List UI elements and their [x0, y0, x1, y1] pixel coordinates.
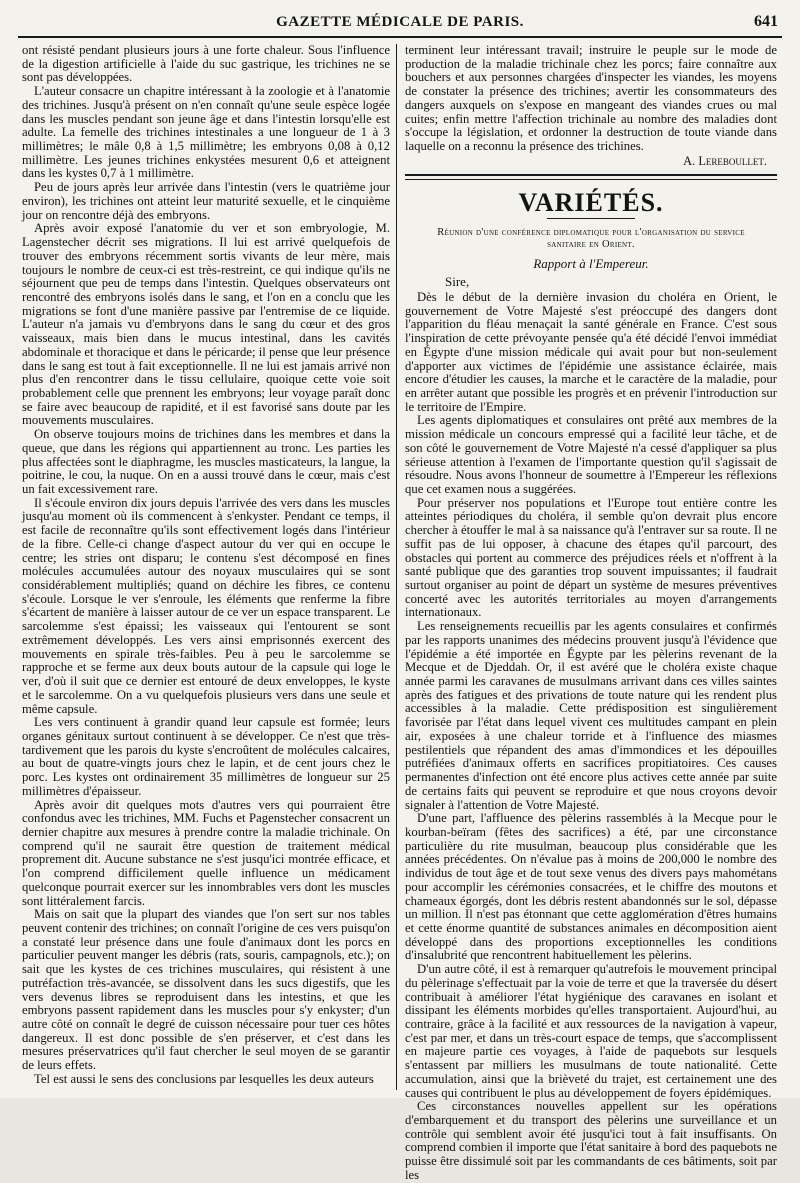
running-header	[18, 10, 782, 38]
right-column	[405, 43, 777, 1182]
signature-initial: A.	[683, 153, 696, 168]
section-title: VARIÉTÉS.	[518, 188, 664, 218]
report-title: Rapport à l'Empereur.	[533, 256, 649, 272]
journal-title: GAZETTE MÉDICALE DE PARIS.	[276, 14, 524, 30]
left-column	[22, 44, 390, 1092]
title-rule	[547, 218, 635, 219]
signature-name: Lereboullet.	[698, 153, 767, 168]
column-divider	[396, 44, 397, 1090]
page-number: 641	[754, 13, 778, 30]
article-paragraph: Mais on sait que la plupart des viandes que l'on sert sur nos tables peuvent contenir des trichines; on connaît l'origine de ces vers puisqu'on a constaté leur présence dans une foule d'animaux dont les porcs en particulier peuvent manger les débris (rats, souris, campagnols, etc.); on sait que les kystes de ces trichines musculaires, qui résistent à une putréfaction très-avancée, se dissolvent dans les sucs digestifs, que les vers devenus libres se reproduisent dans les intestins, et que les embryons passent rapidement dans les muscles pour s'y enkyster; d'un autre côté on connaît le degré de cuisson nécessaire pour tuer ces hôtes dangereux. Il est donc possible de s'en préserver, et c'est dans les mesures préservatrices qu'il faut chercher le seul moyen de se garantir de leurs effets.	[22, 907, 390, 1073]
article-paragraph: Ces circonstances nouvelles appellent sur les opérations d'embarquement et du transport des pèlerins une surveillance et un contrôle qui semblent avoir été jusqu'ici tout à fait insuffisants. On comprend combien il importe que l'état sanitaire à bord des paquebots ne puisse être dissimulé soit par les commandants de ces bâtiments, soit par les	[405, 1099, 777, 1182]
article-paragraph: Les agents diplomatiques et consulaires ont prêté aux membres de la mission médicale un concours empressé qui a facilité leur tâche, et de son côté le gouvernement de Votre Majesté n'a cessé d'appliquer sa plus sérieuse attention à l'examen de l'importante question qu'il s'agissait de résoudre. Nous avons l'honneur de soumettre à l'Empereur les réflexions que cet examen nous a suggérées.	[405, 413, 777, 496]
article-paragraph: Dès le début de la dernière invasion du choléra en Orient, le gouvernement de Votre Majesté s'est préoccupé des dangers dont l'apparition du fléau menaçait la santé générale en France. C'est sous l'inspiration de cette prévoyante pensée qu'a été décidé l'envoi immédiat en Égypte d'une mission médicale qui avait pour but non-seulement d'apporter aux victimes de l'épidémie une assistance éclairée, mais encore d'étudier les causes, la marche et le caractère de la maladie, pour en arrêter autant que possible les progrès et en prévenir l'introduction sur le territoire de l'Empire.	[405, 289, 777, 414]
article-paragraph: D'un autre côté, il est à remarquer qu'autrefois le mouvement principal du pèlerinage s'effectuait par la voie de terre et que la traversée du désert contribuait à améliorer l'état hygiénique des caravanes en isolant et dissipant les éléments morbides qu'elles transportaient. Aujourd'hui, au contraire, grâce à la facilité et aux ressources de la navigation à vapeur, c'est par mer, et dans un très-court espace de temps, que s'accomplissent en majeure partie ces voyages, à l'aide de paquebots sur lesquels s'entassent par milliers les musulmans de toute nationalité. Cette accumulation, ainsi que la brièveté du trajet, est certainement une des causes qui contribuent le plus au développement de foyers épidémiques.	[405, 962, 777, 1100]
article-paragraph: On observe toujours moins de trichines dans les membres et dans la queue, que dans les régions qui appartiennent au tronc. Les parties les plus affectées sont le diaphragme, les muscles masticateurs, la langue, la poitrine, le cou, la nuque. On en a aussi trouvé dans le cœur, mais c'est un fait excessivement rare.	[22, 427, 390, 496]
section-separator	[405, 174, 777, 180]
article-paragraph: Pour préserver nos populations et l'Europe tout entière contre les atteintes périodiques du choléra, il semble qu'on devrait plus encore chercher à étouffer le mal à sa naissance qu'à l'entraver sur sa route. Il ne suffit pas de lui opposer, à chacune des étapes qu'il parcourt, des obstacles qui portent au commerce des préjudices réels et n'offrent à la santé publique que des garanties trop souvent impuissantes; il faudrait surtout organiser au point de départ un système de mesures préventives concerté avec les autorités territoriales au moyen d'arrangements internationaux.	[405, 495, 777, 620]
article-paragraph: Après avoir exposé l'anatomie du ver et son embryologie, M. Lagenstecher décrit ses migrations. Il lui est arrivé quelquefois de trouver des embryons récemment sortis vivants de leur mère, mais toujours le nombre de ceux-ci est très-restreint, ce qui indique qu'ils ne séjournent que peu de temps dans l'intestin. Quelques observateurs ont rencontré des embryons isolés dans le sang, et l'on en a conclu que les migrations se font d'une manière passive par l'entremise de ce liquide. L'auteur n'a jamais vu d'embryons dans le sang du cœur et des gros vaisseaux, mais bien dans le mucus intestinal, dans les cavités abdominale et thoracique et dans le péricarde; il pense que leur présence dans le sang est tout à fait exceptionnelle. Il ne lui est jamais arrivé non plus d'en rencontrer dans le tissu cellulaire, quoique cette voie soit probablement celle que prennent les embryons; leur voyage paraît donc se faire avec beaucoup de rapidité, et il est favorisé sans doute par les mouvements musculaires.	[22, 221, 390, 428]
article-paragraph: Il s'écoule environ dix jours depuis l'arrivée des vers dans les muscles jusqu'au moment où ils commencent à s'enkyster. Pendant ce temps, il est facile de reconnaître qu'ils sont effectivement logés dans l'intérieur de la fibre. Celle-ci change d'aspect autour du ver qui en occupe le centre; les stries ont disparu; le contenu s'est décomposé en fines molécules accumulées autour des noyaux musculaires qui se sont considérablement multipliés; quand on déchire les fibres, ce contenu s'écoule. Lorsque le ver s'enroule, les éléments que renferme la fibre s'écartent de manière à laisser autour de ce ver un espace transparent. Le sarcolemme s'est épaissi; les vaisseaux qui l'entourent se sont extrêmement développés. Les vers ainsi emprisonnés exercent des mouvements en spirale très-faibles. Peu à peu le sarcolemme se rapproche et se ferme aux deux bouts autour de la capsule qui loge le ver, d'où il suit que ce dernier est entouré de deux enveloppes, le kyste et le sarcolemme. On a vu quelquefois plusieurs vers dans une seule et même capsule.	[22, 495, 390, 716]
article-paragraph: Tel est aussi le sens des conclusions par lesquelles les deux auteurs	[34, 1071, 374, 1086]
article-paragraph: Peu de jours après leur arrivée dans l'intestin (vers le quatrième jour environ), les trichines ont atteint leur maturité sexuelle, et le cinquième jour on rencontre déjà des embryons.	[22, 180, 390, 222]
article-paragraph: D'une part, l'affluence des pèlerins rassemblés à la Mecque pour le kourban-beïram (fêtes des sacrifices) a été, par une circonstance particulière du rite musulman, beaucoup plus considérable que les années précédentes. On n'évalue pas à moins de 200,000 le nombre des individus de tout âge et de tout sexe venus des divers pays mahométans pour accomplir les cérémonies consacrées, et le chiffre des moutons et chameaux égorgés, dont les débris restent abandonnés sur le sol, dépasse un million. Il n'est pas étonnant que cette agglomération d'êtres humains et cette énorme quantité de substances animales en décomposition aient développé dans des proportions exceptionnelles les conditions d'insalubrité que rencontrent habituellement les pèlerins.	[405, 811, 777, 963]
author-signature	[405, 155, 767, 169]
article-subheading: Réunion d'une conférence diplomatique pour l'organisation du service sanitaire en Orient.	[437, 227, 745, 251]
article-paragraph: ont résisté pendant plusieurs jours à une forte chaleur. Sous l'influence de la digestion artificielle à l'aide du suc gastrique, les trichines ne se sont pas développées.	[22, 43, 390, 85]
article-paragraph: Après avoir dit quelques mots d'autres vers qui pourraient être confondus avec les trichines, MM. Fuchs et Pagenstecher consacrent un dernier chapitre aux mesures à prendre contre la maladie trichinale. On comprend qu'il ne saurait être question de traitement médical proprement dit. Aucune substance ne s'est jusqu'ici montrée efficace, et l'on comprend difficilement quelle influence un médicament quelconque pourrait exercer sur les innombrables vers dont les muscles sont littéralement farcis.	[22, 797, 390, 908]
article-continuation: terminent leur intéressant travail; instruire le peuple sur le mode de production de la maladie trichinale chez les porcs; faire connaître aux bouchers et aux personnes chargées d'inspecter les viandes, les moyens de constater la présence des trichines; avertir les consommateurs des dangers auxquels on s'expose en mangeant des viandes crues ou mal cuites; enfin mettre l'affection trichinale au nombre des maladies dont s'occupe la législation, et ordonner la destruction de toute viande dans laquelle on a reconnu la présence des trichines.	[405, 43, 777, 154]
article-paragraph: L'auteur consacre un chapitre intéressant à la zoologie et à l'anatomie des trichines. Jusqu'à présent on n'en connaît qu'une seule espèce logée dans les muscles pendant son jeune âge et dans l'intestin lorsqu'elle est adulte. La femelle des trichines intestinales a une longueur de 1 à 3 millimètres; le mâle 0,8 à 1,5 millimètre; les embryons 0,08 à 0,12 millimètre. Les jeunes trichines enkystées mesurent 0,6 et atteignent dans les kystes 0,7 à 1 millimètre.	[22, 84, 390, 181]
article-paragraph: Les renseignements recueillis par les agents consulaires et confirmés par les rapports unanimes des médecins prouvent jusqu'à l'évidence que l'épidémie a été importée en Égypte par les pèlerins revenant de la Mecque et de Djeddah. Or, il est avéré que le choléra existe chaque année parmi les caravanes de musulmans arrivant dans ces villes saintes après des fatigues et des privations de toute nature qui les rendent plus accessibles à la maladie. Cette prédisposition est singulièrement favorisée par l'état dans lequel vivent ces multitudes campant en plein air, exposées à une chaleur torride et à l'influence des miasmes pestilentiels que répandent des amas d'immondices et les dépouilles putréfiées d'animaux offerts en sacrifices propitiatoires. Ces causes permanentes d'infection ont été encore plus actives cette année par suite de certains faits qui peuvent se reproduire et que nous croyons devoir signaler à l'attention de Votre Majesté.	[405, 619, 777, 812]
article-paragraph: Les vers continuent à grandir quand leur capsule est formée; leurs organes génitaux surtout continuent à se développer. Ce n'est que très-tardivement que les parois du kyste s'encroûtent de molécules calcaires, au bout de quatre-vingts jours chez le lapin, et de cent jours chez le porc. Les kystes ont ordinairement 35 millimètres de longueur sur 25 millimètres d'épaisseur.	[22, 715, 390, 798]
salutation: Sire,	[445, 274, 470, 290]
